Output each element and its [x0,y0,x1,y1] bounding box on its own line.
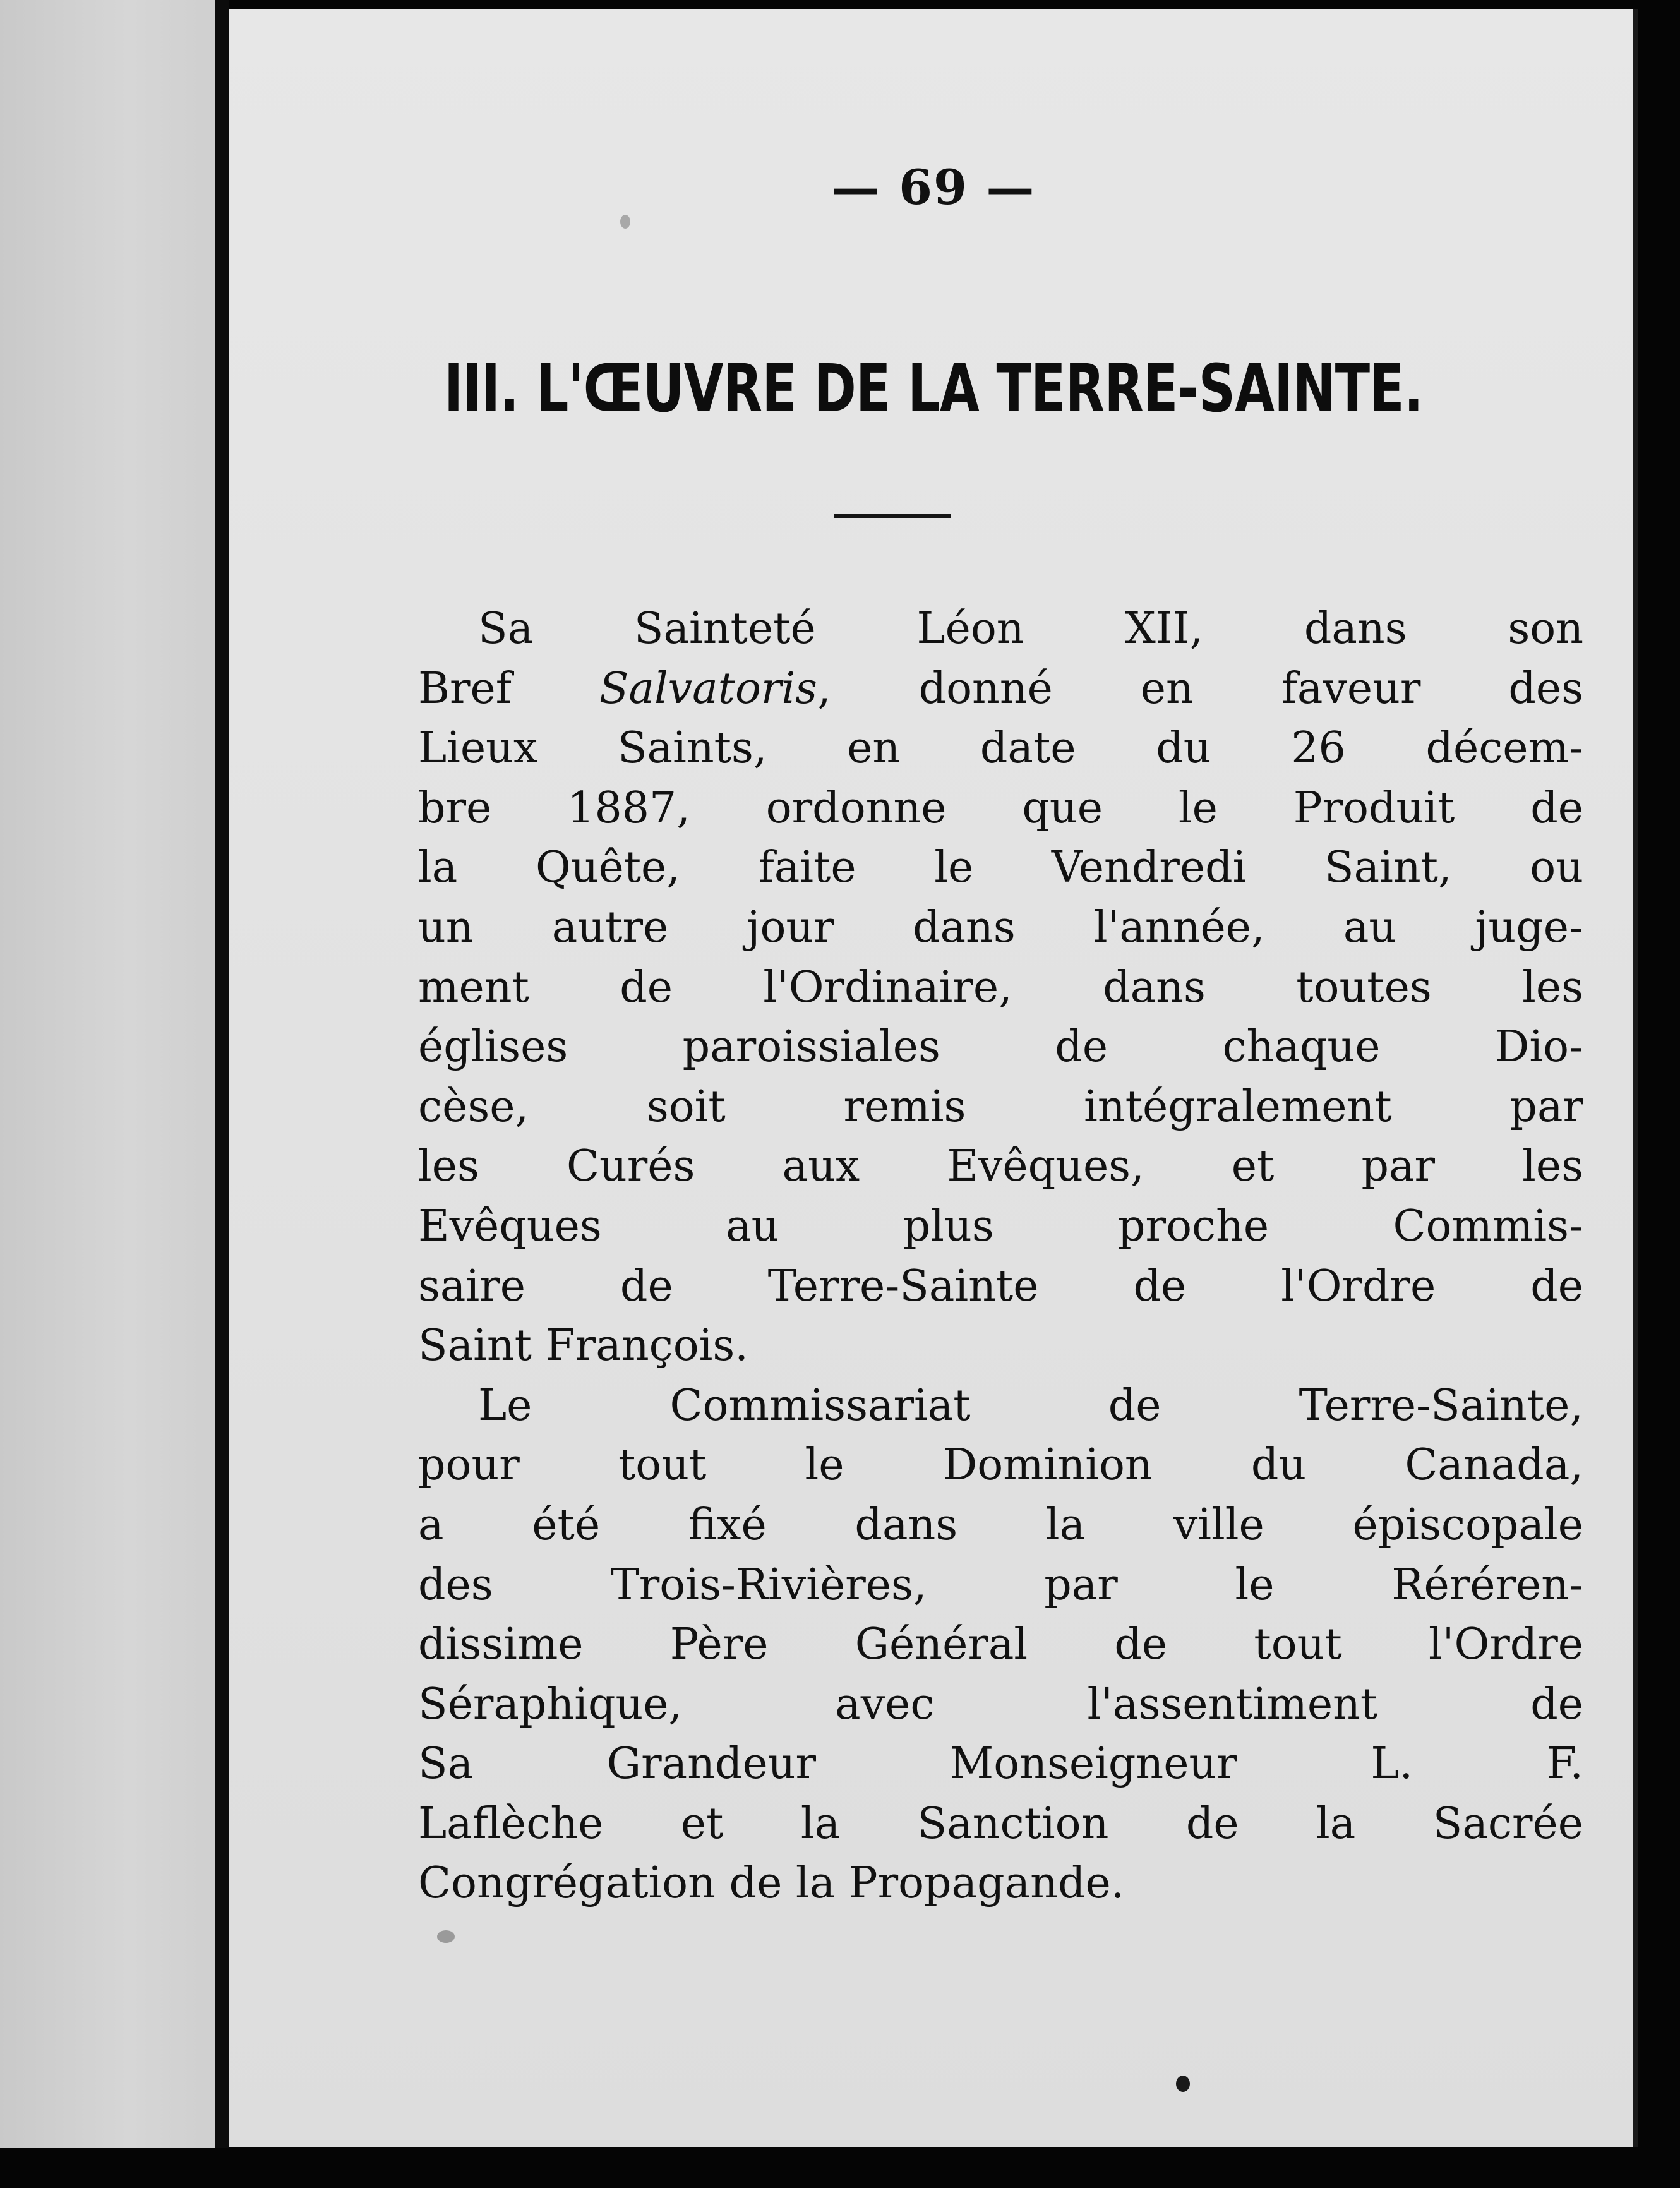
page-number: — 69 — [831,159,1036,215]
ink-speck [437,1930,455,1943]
paragraph-2 [418,1376,1583,1914]
text-line: Sa Sainteté Léon XII, dans son [478,604,1583,654]
text-line-start: Bref Salvatoris, donné en faveur des [418,663,1583,714]
text-line: les Curés aux Evêques, et par les [418,1141,1583,1192]
text-line: Sa Grandeur Monseigneur L. F. [418,1739,1583,1789]
text-line: la Quête, faite le Vendredi Saint, ou [418,843,1583,893]
text-line [418,659,1583,719]
text-line: Lieux Saints, en date du 26 décem- [418,723,1583,774]
text-line: un autre jour dans l'année, au juge- [418,902,1583,953]
text-line: dissime Père Général de tout l'Ordre [418,1620,1583,1670]
text-line: bre 1887, ordonne que le Produit de [418,783,1583,833]
ink-speck [1176,2076,1190,2092]
book-page [229,9,1638,2147]
heading-rule [834,514,951,518]
ink-speck [620,215,630,229]
section-heading: III. L'ŒUVRE DE LA TERRE-SAINTE. [444,350,1423,427]
text-line: saire de Terre-Sainte de l'Ordre de [418,1261,1583,1311]
text-line: Evêques au plus proche Commis- [418,1201,1583,1251]
text-line: pour tout le Dominion du Canada, [418,1440,1583,1491]
text-line: Séraphique, avec l'assentiment de [418,1679,1583,1729]
text-line: Congrégation de la Propagande. [418,1858,1125,1909]
text-line: églises paroissiales de chaque Dio- [418,1022,1583,1073]
text-line: a été fixé dans la ville épiscopale [418,1500,1583,1550]
italic-title: Salvatoris [599,663,818,714]
text-line: cèse, soit remis intégralement par [418,1081,1583,1132]
body-text [418,599,1583,1914]
text-line: des Trois-Rivières, par le Réréren- [418,1560,1583,1610]
scan-border [0,2148,1680,2188]
text-line: Laflèche et la Sanction de la Sacrée [418,1798,1583,1849]
facing-page-edge [0,0,215,2188]
text-line: Le Commissariat de Terre-Sainte, [478,1380,1583,1431]
text-line: ment de l'Ordinaire, dans toutes les [418,962,1583,1013]
text-line: Saint François. [418,1321,748,1371]
paragraph-1 [418,599,1583,1376]
book-gutter [215,0,229,2148]
